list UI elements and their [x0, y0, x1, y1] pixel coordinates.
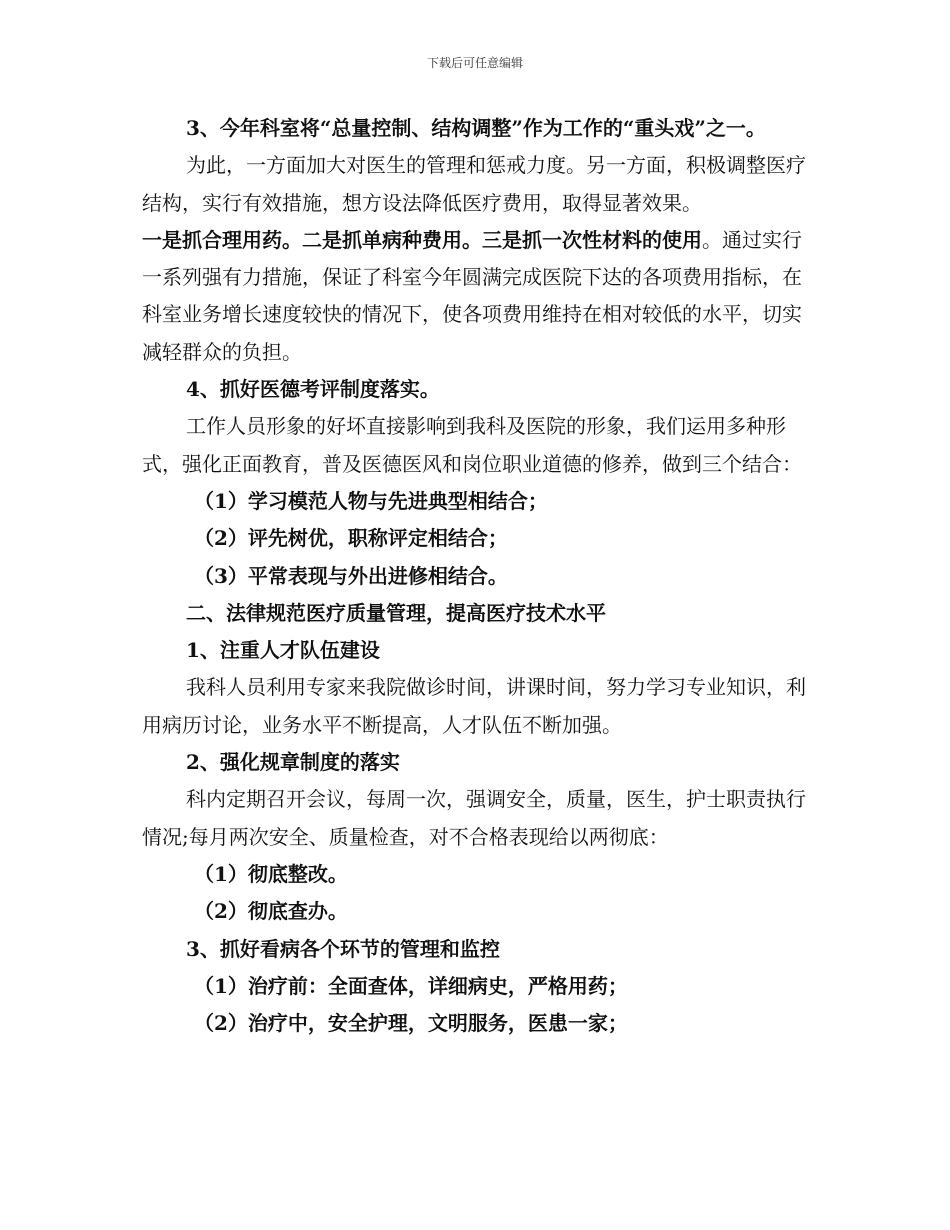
list-item: （3）平常表现与外出进修相结合。 [194, 563, 508, 588]
body-paragraph: 科内定期召开会议，每周一次，强调安全，质量，医生，护士职责执行情况;每月两次安全、质量检查，对不合格表现给以两彻底： [142, 787, 806, 849]
document-body [142, 110, 814, 1042]
page-header: 下载后可任意编辑 [426, 56, 523, 70]
subsection-heading: 3、抓好看病各个环节的管理和监控 [186, 936, 500, 961]
body-paragraph: 为此，一方面加大对医生的管理和惩戒力度。另一方面，积极调整医疗结构，实行有效措施，想方设法降低医疗费用，取得显著效果。 [142, 153, 806, 215]
list-item: （1）治疗前：全面查体，详细病史，严格用药； [194, 973, 628, 998]
list-item: （1）学习模范人物与先进典型相结合； [194, 488, 548, 513]
heading-item-3: 3、今年科室将“总量控制、结构调整”作为工作的“重头戏”之一。 [186, 116, 766, 140]
subsection-heading: 2、强化规章制度的落实 [186, 750, 400, 775]
bold-lead-text: 一是抓合理用药。二是抓单病种费用。三是抓一次性材料的使用 [142, 227, 702, 252]
list-item: （2）评先树优，职称评定相结合； [194, 526, 508, 551]
list-item: （1）彻底整改。 [194, 861, 348, 886]
section-heading: 二、法律规范医疗质量管理，提高医疗技术水平 [186, 600, 606, 625]
body-paragraph-mixed [142, 222, 814, 371]
heading-item-4: 4、抓好医德考评制度落实。 [186, 377, 440, 402]
subsection-heading: 1、注重人才队伍建设 [186, 638, 380, 663]
list-item: （2）彻底查办。 [194, 899, 348, 924]
body-text: 。通过实行一系列强有力措施，保证了科室今年圆满完成医院下达的各项费用指标，在科室业务增长速度较快的情况下，使各项费用维持在相对较低的水平，切实减轻群众的负担。 [142, 227, 802, 364]
body-paragraph: 我科人员利用专家来我院做诊时间，讲课时间，努力学习专业知识，利用病历讨论，业务水平不断提高，人才队伍不断加强。 [142, 675, 806, 737]
list-item: （2）治疗中，安全护理，文明服务，医患一家； [194, 1011, 628, 1036]
body-paragraph: 工作人员形象的好坏直接影响到我科及医院的形象，我们运用多种形式，强化正面教育，普及医德医风和岗位职业道德的修养，做到三个结合： [142, 414, 802, 476]
